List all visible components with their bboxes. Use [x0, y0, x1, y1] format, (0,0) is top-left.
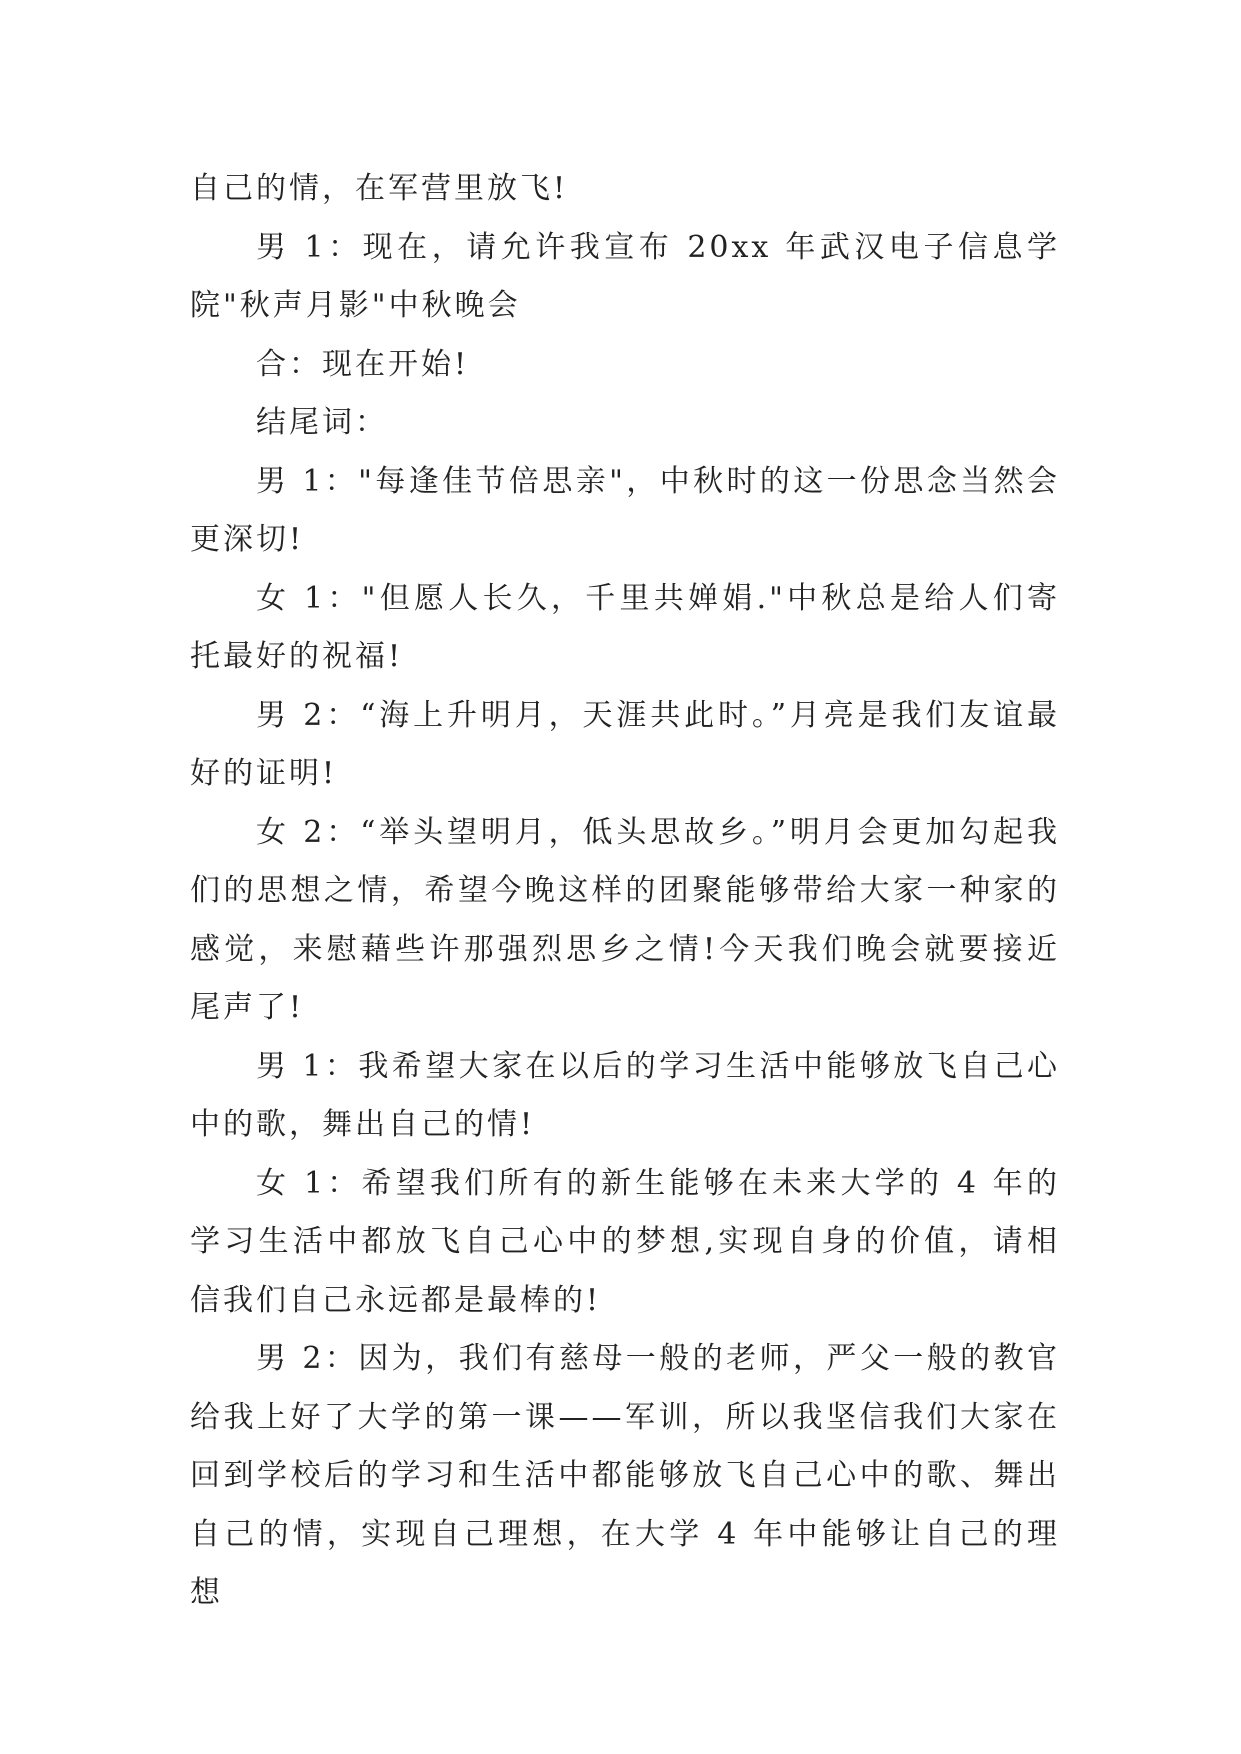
- paragraph-2: 男 1：现在，请允许我宣布 20xx 年武汉电子信息学院"秋声月影"中秋晚会: [190, 229, 1060, 323]
- paragraph-5: 男 1："每逢佳节倍思亲"，中秋时的这一份思念当然会更深切!: [190, 463, 1060, 557]
- paragraph-10: 女 1：希望我们所有的新生能够在未来大学的 4 年的学习生活中都放飞自己心中的梦想,实现自身的价值，请相信我们自己永远都是最棒的!: [190, 1165, 1060, 1318]
- paragraph-8: 女 2：“举头望明月，低头思故乡。”明月会更加勾起我们的思想之情，希望今晚这样的团聚能够带给大家一种家的感觉，来慰藉些许那强烈思乡之情!今天我们晚会就要接近尾声了!: [190, 814, 1060, 1025]
- paragraph-1: 自己的情，在军营里放飞!: [190, 171, 569, 206]
- document-body: [190, 160, 1060, 1623]
- paragraph-9: 男 1：我希望大家在以后的学习生活中能够放飞自己心中的歌，舞出自己的情!: [190, 1048, 1060, 1142]
- paragraph-3: 合：现在开始!: [256, 346, 470, 382]
- paragraph-7: 男 2：“海上升明月，天涯共此时。”月亮是我们友谊最好的证明!: [190, 697, 1060, 791]
- paragraph-6: 女 1："但愿人长久，千里共婵娟."中秋总是给人们寄托最好的祝福!: [190, 580, 1060, 674]
- paragraph-11: 男 2：因为，我们有慈母一般的老师，严父一般的教官给我上好了大学的第一课——军训，所以我坚信我们大家在回到学校后的学习和生活中都能够放飞自己心中的歌、舞出自己的情，实现自己理想，在大学 4 年中能够让自己的理想: [190, 1341, 1060, 1610]
- paragraph-4: 结尾词：: [256, 405, 388, 440]
